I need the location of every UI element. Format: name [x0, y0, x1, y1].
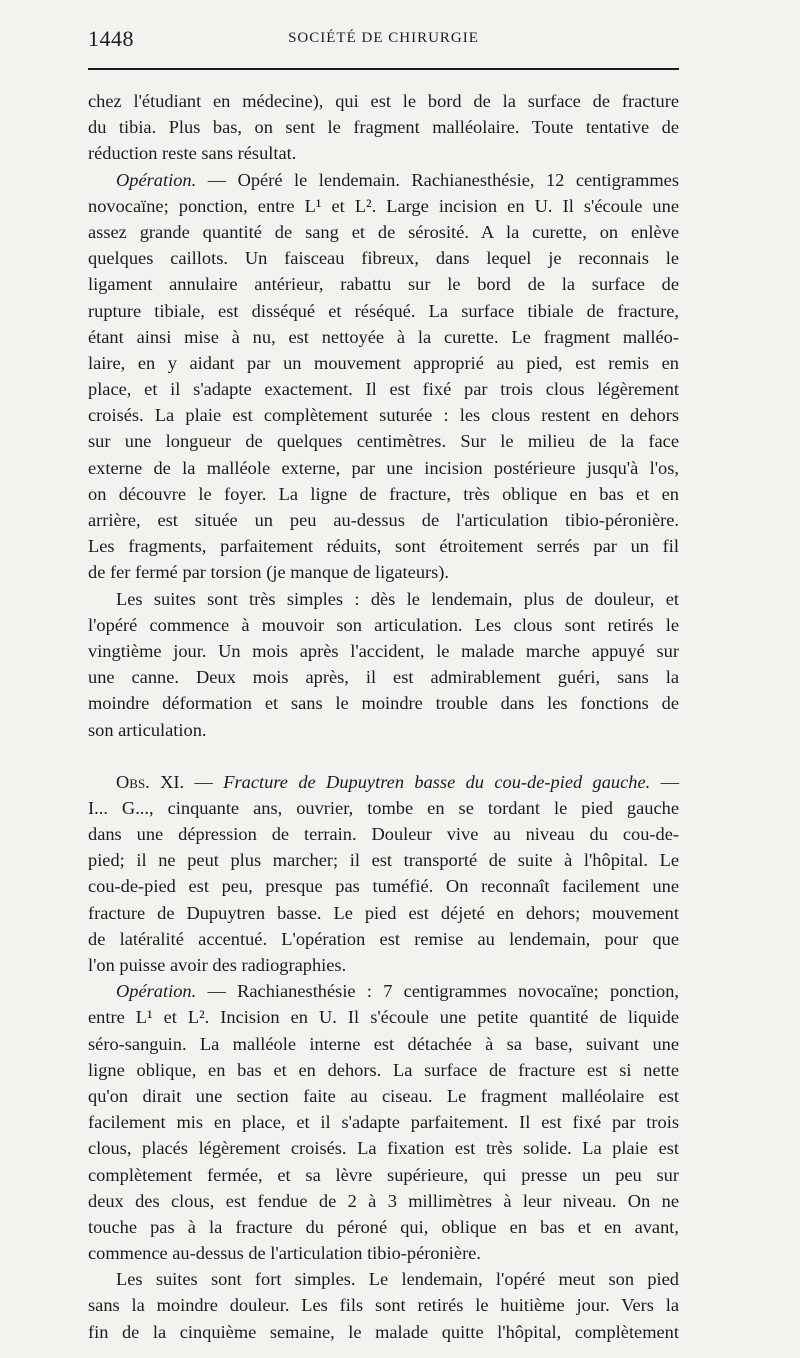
text-line: Les suites sont très simples : dès le lendemain, plus de douleur, et — [116, 588, 679, 609]
text-line: deux des clous, est fendue de 2 à 3 millimètres à leur niveau. On ne — [88, 1190, 679, 1211]
text-line: croisés. La plaie est complètement suturée : les clous restent en dehors — [88, 405, 679, 426]
text-line: assez grande quantité de sang et de sérosité. A la curette, on enlève — [88, 221, 679, 242]
paragraph — [88, 88, 679, 167]
text-line: l'on puisse avoir des radiographies. — [88, 955, 347, 975]
header-rule — [88, 68, 679, 70]
observation-xi — [88, 769, 679, 979]
text-line: novocaïne; ponction, entre L¹ et L². Large incision en U. Il s'écoule une — [88, 195, 679, 216]
text-line: entre L¹ et L². Incision en U. Il s'écoule une petite quantité de liquide — [88, 1007, 679, 1028]
text-line: étant ainsi mise à nu, est nettoyée à la curette. Le fragment malléo- — [88, 326, 679, 347]
text-line: du tibia. Plus bas, on sent le fragment malléolaire. Toute tentative de — [88, 117, 679, 138]
text-line: commence au-dessus de l'articulation tibio-péronière. — [88, 1243, 481, 1264]
text-line: on découvre le foyer. La ligne de fracture, très oblique en bas et en — [88, 483, 679, 504]
page-header — [88, 22, 679, 52]
paragraph-gap — [88, 743, 679, 769]
paragraph-suites-1 — [88, 586, 679, 743]
body-text — [88, 88, 679, 1345]
text-line: I... G..., cinquante ans, ouvrier, tombe en se tordant le pied gauche — [88, 797, 679, 818]
text-line: de latéralité accentué. L'opération est remise au lendemain, pour que — [88, 928, 679, 949]
text-line: externe de la malléole externe, par une incision postérieure jusqu'à l'os, — [88, 457, 679, 478]
text-line: clous, placés légèrement croisés. La fixation est très solide. La plaie est — [88, 1138, 679, 1159]
text-line — [88, 769, 679, 795]
paragraph-operation-1 — [88, 167, 679, 586]
text-line: fin de la cinquième semaine, le malade quitte l'hôpital, complètement — [88, 1321, 679, 1342]
section-label: Opération. — [116, 169, 197, 190]
text-line: vingtième jour. Un mois après l'accident, le malade marche appuyé sur — [88, 640, 679, 661]
text-line: arrière, est située un peu au-dessus de l'articulation tibio-péronière. — [88, 510, 679, 530]
text-line — [88, 167, 679, 193]
text-line: sur une longueur de quelques centimètres. Sur le milieu de la face — [88, 431, 679, 452]
text-span: — Rachianesthésie : 7 centigrammes novocaïne; ponction, — [196, 981, 679, 1002]
text-line: fracture de Dupuytren basse. Le pied est déjeté en dehors; mouvement — [88, 902, 679, 923]
text-span: — Opéré le lendemain. Rachianesthésie, 12 centigrammes — [196, 169, 679, 190]
text-line: cou-de-pied est peu, presque pas tuméfié. On reconnaît facilement une — [88, 876, 679, 897]
text-line: pied; il ne peut plus marcher; il est transporté de suite à l'hôpital. Le — [88, 850, 679, 871]
text-line: ligne oblique, en bas et en dehors. La surface de fracture est si nette — [88, 1059, 679, 1080]
text-line: de fer fermé par torsion (je manque de ligateurs). — [88, 562, 450, 583]
text-span: — — [650, 771, 680, 792]
text-line: laire, en y aidant par un mouvement approprié au pied, est remis en — [88, 352, 679, 373]
text-line — [88, 978, 679, 1004]
text-line: quelques caillots. Un faisceau fibreux, dans lequel je reconnais le — [88, 248, 679, 269]
text-line: chez l'étudiant en médecine), qui est le bord de la surface de fracture — [88, 91, 679, 111]
text-line: rupture tibiale, est disséqué et réséqué. La surface tibiale de fracture, — [88, 300, 679, 321]
text-line: réduction reste sans résultat. — [88, 143, 297, 164]
text-line: touche pas à la fracture du péroné qui, oblique en bas et en avant, — [88, 1216, 679, 1237]
text-line: séro-sanguin. La malléole interne est détachée à sa base, suivant une — [88, 1033, 679, 1054]
observation-label: Obs. XI. — [116, 771, 185, 792]
text-line: complètement fermée, et sa lèvre supérieure, qui presse un peu sur — [88, 1164, 679, 1185]
text-span: — — [184, 771, 224, 792]
text-line: Les suites sont fort simples. Le lendemain, l'opéré meut son pied — [116, 1269, 679, 1290]
text-line: une canne. Deux mois après, il est admirablement guéri, sans la — [88, 667, 679, 688]
paragraph-operation-2 — [88, 978, 679, 1266]
text-line: moindre déformation et sans le moindre trouble dans les fonctions de — [88, 693, 679, 714]
text-line: Les fragments, parfaitement réduits, sont étroitement serrés par un fil — [88, 536, 679, 557]
text-line: son articulation. — [88, 719, 207, 740]
text-line: ligament annulaire antérieur, rabattu sur le bord de la surface de — [88, 274, 679, 295]
text-line: facilement mis en place, et il s'adapte parfaitement. Il est fixé par trois — [88, 1112, 679, 1133]
paragraph-suites-2 — [88, 1266, 679, 1345]
text-line: dans une dépression de terrain. Douleur vive au niveau du cou-de- — [88, 824, 679, 845]
observation-title: Fracture de Dupuytren basse du cou-de-pied gauche. — [223, 771, 651, 792]
text-line: qu'on dirait une section faite au ciseau. Le fragment malléolaire est — [88, 1085, 679, 1106]
text-line: l'opéré commence à mouvoir son articulation. Les clous sont retirés le — [88, 614, 679, 635]
page-number: 1448 — [88, 26, 134, 51]
running-head: SOCIÉTÉ DE CHIRURGIE — [288, 30, 479, 46]
section-label: Opération. — [116, 981, 197, 1002]
text-line: place, et il s'adapte exactement. Il est fixé par trois clous légèrement — [88, 379, 679, 400]
text-line: sans la moindre douleur. Les fils sont retirés le huitième jour. Vers la — [88, 1295, 679, 1316]
